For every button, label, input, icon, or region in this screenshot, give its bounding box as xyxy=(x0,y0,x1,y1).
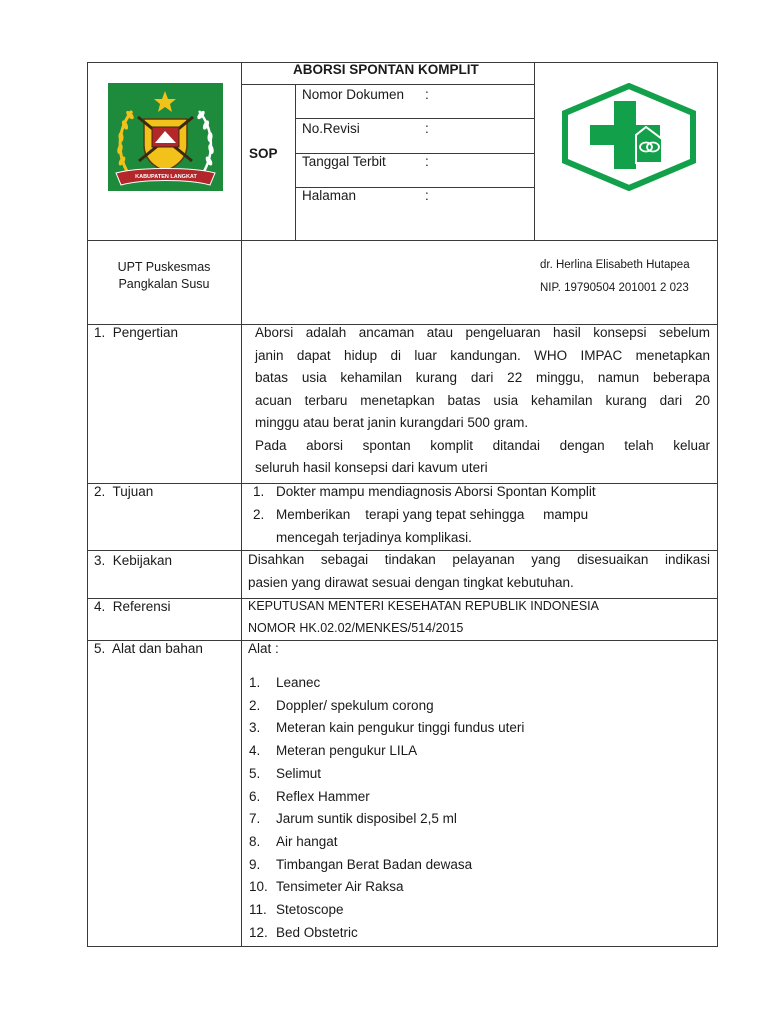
pengertian-line: Pada aborsi spontan komplit ditandai dengan telah keluar xyxy=(255,437,710,453)
list-item xyxy=(249,922,524,945)
list-item xyxy=(249,854,524,877)
pengertian-line: acuan terbaru menetapkan batas usia kehamilan kurang dari 20 xyxy=(255,392,710,408)
list-item-num: 9. xyxy=(249,856,261,872)
referensi-line-2: NOMOR HK.02.02/MENKES/514/2015 xyxy=(248,621,464,635)
field-nomor-dokumen-label: Nomor Dokumen xyxy=(302,87,405,102)
alat-list xyxy=(249,672,524,944)
list-item xyxy=(249,808,524,831)
list-item-num: 8. xyxy=(249,833,261,849)
section-kebijakan-label: 3. Kebijakan xyxy=(94,553,173,568)
document-title: ABORSI SPONTAN KOMPLIT xyxy=(293,62,479,77)
list-item xyxy=(249,695,524,718)
list-item-num: 5. xyxy=(249,765,261,781)
field-tanggal-terbit-label: Tanggal Terbit xyxy=(302,154,386,169)
list-item-num: 12. xyxy=(249,924,268,940)
org-name xyxy=(88,259,240,292)
list-item-text: Bed Obstetric xyxy=(276,924,358,940)
list-item-text: Leanec xyxy=(276,675,321,690)
tujuan-item-cont: mencegah terjadinya komplikasi. xyxy=(276,530,472,545)
list-item xyxy=(249,740,524,763)
list-item-num: 10. xyxy=(249,879,268,895)
logo-ribbon-text: KABUPATEN LANGKAT xyxy=(135,174,197,180)
list-item xyxy=(249,672,524,695)
list-item-text: Air hangat xyxy=(276,833,338,849)
org-line-2: Pangkalan Susu xyxy=(118,276,210,291)
section-referensi-label: 4. Referensi xyxy=(94,599,171,614)
list-item-num: 4. xyxy=(249,743,261,759)
list-item-text: Reflex Hammer xyxy=(276,788,370,804)
list-item-text: Stetoscope xyxy=(276,902,344,918)
tujuan-item-text: Memberikan terapi yang tepat sehingga mampu xyxy=(276,507,589,522)
list-item-text: Timbangan Berat Badan dewasa xyxy=(276,856,473,872)
list-item-text: Meteran pengukur LILA xyxy=(276,743,418,759)
list-item-num: 1. xyxy=(249,675,261,690)
puskesmas-logo xyxy=(562,83,696,191)
list-item-num: 3. xyxy=(249,720,261,736)
list-item-num: 2. xyxy=(249,697,261,713)
tujuan-item-num: 2. xyxy=(253,507,265,522)
list-item-num: 11. xyxy=(249,902,267,918)
section-tujuan-label: 2. Tujuan xyxy=(94,484,154,499)
signatory-name: dr. Herlina Elisabeth Hutapea xyxy=(540,259,690,271)
tujuan-item-text: Dokter mampu mendiagnosis Aborsi Spontan Komplit xyxy=(276,484,596,499)
list-item xyxy=(249,763,524,786)
field-nomor-dokumen-sep: : xyxy=(425,87,429,102)
signatory-nip: NIP. 19790504 201001 2 023 xyxy=(540,282,689,294)
sop-label: SOP xyxy=(249,146,278,161)
tujuan-item-num: 1. xyxy=(253,484,265,499)
pengertian-line: batas usia kehamilan kurang dari 22 minggu, namun beberapa xyxy=(255,370,710,385)
list-item xyxy=(249,786,524,809)
list-item-text: Meteran kain pengukur tinggi fundus uteri xyxy=(276,720,525,736)
list-item-text: Jarum suntik disposibel 2,5 ml xyxy=(276,811,457,827)
section-alat-label: 5. Alat dan bahan xyxy=(94,641,203,656)
list-item-text: Tensimeter Air Raksa xyxy=(276,879,404,895)
list-item-num: 6. xyxy=(249,788,261,804)
org-line-1: UPT Puskesmas xyxy=(117,260,211,274)
field-no-revisi-label: No.Revisi xyxy=(302,121,360,136)
pengertian-line: janin dapat hidup di luar kandungan. WHO IMPAC menetapkan xyxy=(255,347,710,363)
pengertian-line: minggu atau berat janin kurangdari 500 gram. xyxy=(255,415,529,430)
field-halaman-sep: : xyxy=(425,188,429,203)
list-item xyxy=(249,717,524,740)
field-tanggal-terbit-sep: : xyxy=(425,154,429,169)
list-item xyxy=(249,899,524,922)
field-halaman-label: Halaman xyxy=(302,188,357,203)
kebijakan-line: pasien yang dirawat sesuai dengan tingkat kebutuhan. xyxy=(248,574,574,590)
section-pengertian-label: 1. Pengertian xyxy=(94,325,179,340)
section-pengertian-content xyxy=(255,322,710,480)
section-kebijakan-content xyxy=(248,549,710,594)
alat-heading: Alat : xyxy=(248,641,279,656)
referensi-line-1: KEPUTUSAN MENTERI KESEHATAN REPUBLIK INDONESIA xyxy=(248,599,599,613)
pengertian-line: seluruh hasil konsepsi dari kavum uteri xyxy=(255,460,488,475)
list-item xyxy=(249,831,524,854)
list-item-text: Selimut xyxy=(276,765,322,781)
list-item-text: Doppler/ spekulum corong xyxy=(276,697,434,713)
pengertian-line: Aborsi adalah ancaman atau pengeluaran hasil konsepsi sebelum xyxy=(255,325,710,340)
kebijakan-line: Disahkan sebagai tindakan pelayanan yang disesuaikan indikasi xyxy=(248,552,710,567)
field-no-revisi-sep: : xyxy=(425,121,429,136)
kabupaten-langkat-logo xyxy=(108,83,223,191)
list-item xyxy=(249,876,524,899)
list-item-num: 7. xyxy=(249,811,261,827)
